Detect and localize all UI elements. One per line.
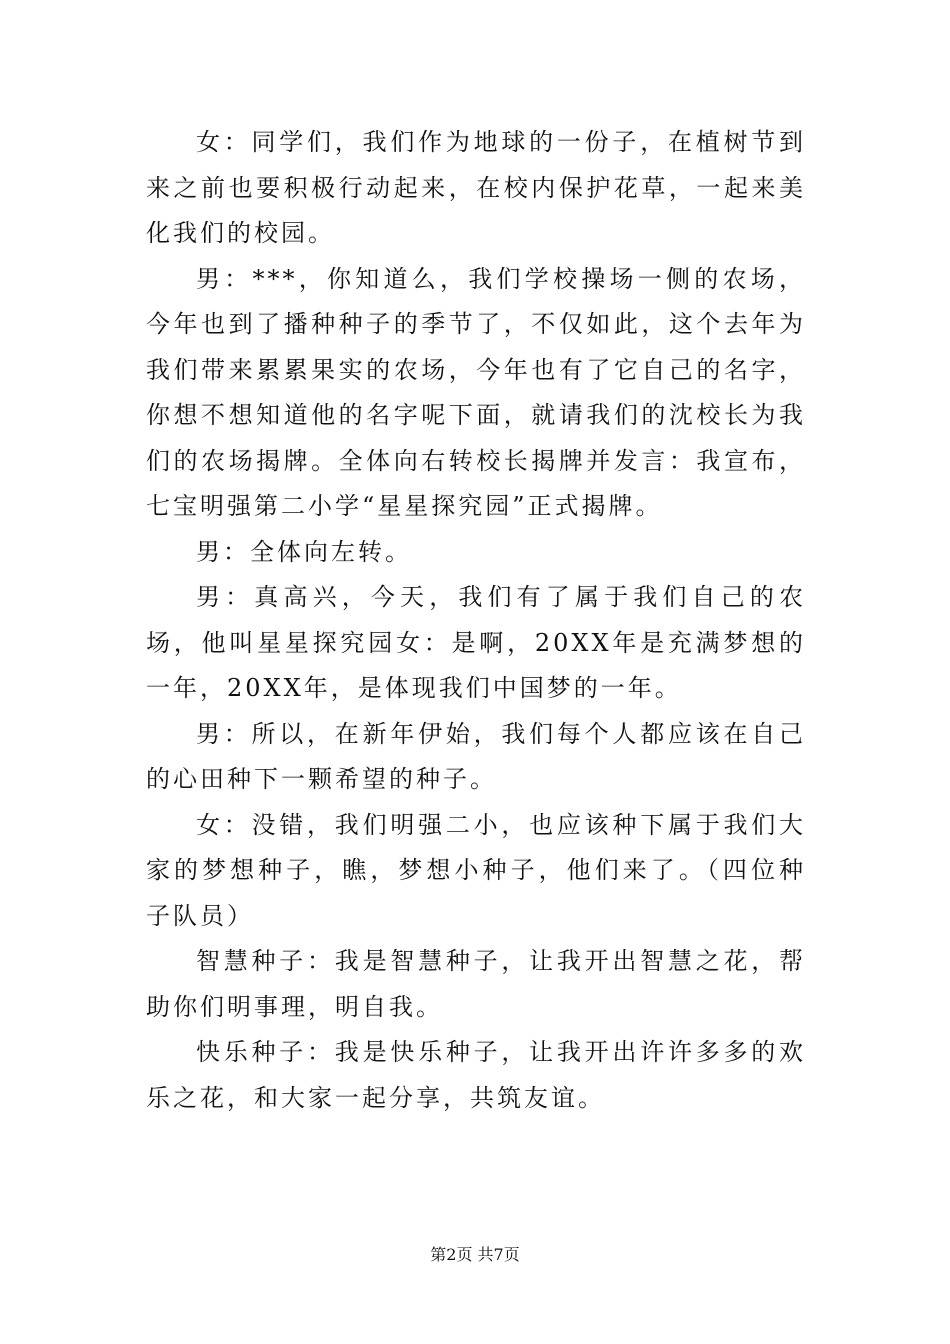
page-number-footer: 第2页 共7页: [430, 1245, 520, 1264]
paragraph: 女：同学们，我们作为地球的一份子，在植树节到来之前也要积极行动起来，在校内保护花草，一起来美化我们的校园。: [146, 128, 806, 247]
paragraph: 女：没错，我们明强二小，也应该种下属于我们大家的梦想种子，瞧，梦想小种子，他们来了。（四位种子队员）: [146, 810, 806, 930]
paragraph: 男：所以，在新年伊始，我们每个人都应该在自己的心田种下一颗希望的种子。: [146, 719, 806, 793]
paragraph: 智慧种子：我是智慧种子，让我开出智慧之花，帮助你们明事理，明自我。: [146, 947, 806, 1021]
document-body: [146, 120, 806, 1121]
paragraph: 男：全体向左转。: [196, 537, 412, 566]
paragraph: 男：真高兴，今天，我们有了属于我们自己的农场，他叫星星探究园女：是啊，20XX年是充满梦想的一年，20XX年，是体现我们中国梦的一年。: [146, 583, 806, 702]
paragraph: 快乐种子：我是快乐种子，让我开出许许多多的欢乐之花，和大家一起分享，共筑友谊。: [146, 1038, 806, 1112]
paragraph: 男：***，你知道么，我们学校操场一侧的农场，今年也到了播种种子的季节了，不仅如此，这个去年为我们带来累累果实的农场，今年也有了它自己的名字，你想不想知道他的名字呢下面，就请我们的沈校长为我们的农场揭牌。全体向右转校长揭牌并发言：我宣布，七宝明强第二小学“星星探究园”正式揭牌。: [146, 264, 806, 520]
